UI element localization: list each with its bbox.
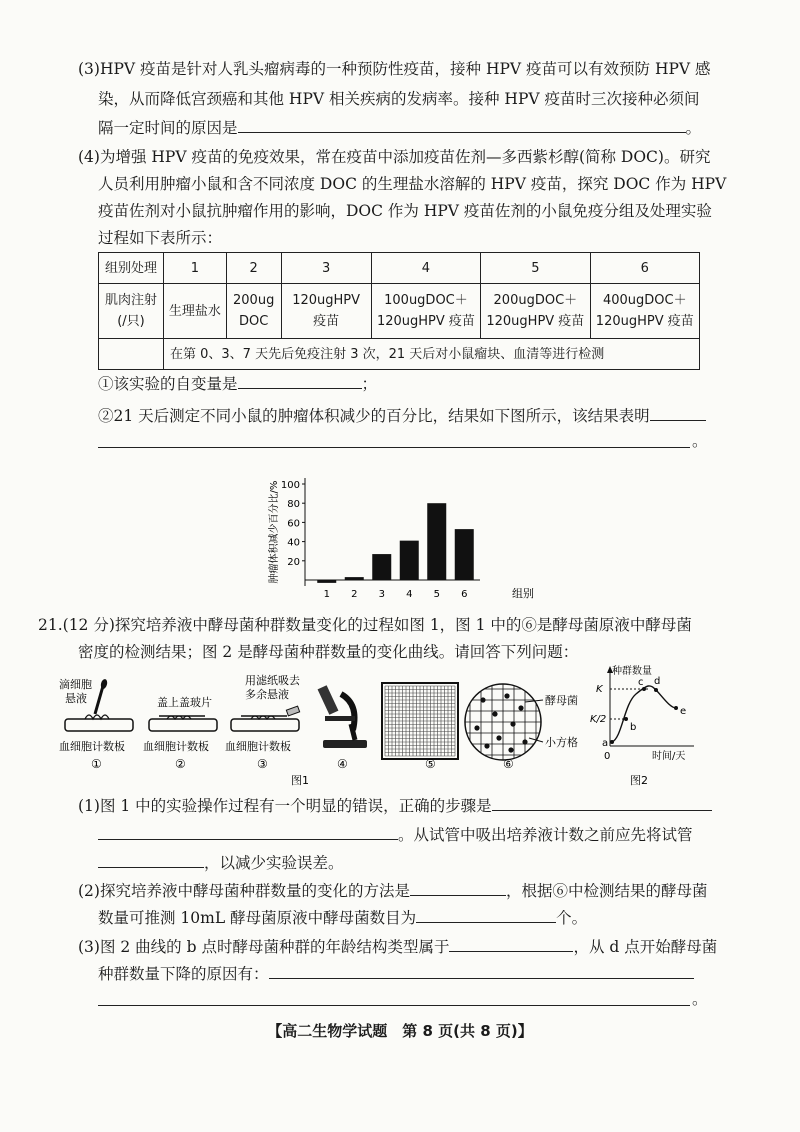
table-note: 在第 0、3、7 天先后免疫注射 3 次，21 天后对小鼠瘤块、血清等进行检测: [164, 339, 700, 370]
table-header-cell: 6: [590, 253, 699, 284]
yeast-label: 酵母菌: [545, 694, 578, 707]
table-cell: 生理盐水: [164, 284, 227, 339]
q3-line2: 染，从而降低宫颈癌和其他 HPV 相关疾病的发病率。接种 HPV 疫苗时三次接种必须间: [98, 90, 700, 108]
table-cell: 120ugHPV 疫苗: [281, 284, 371, 339]
counting-board-1-icon: [65, 715, 133, 731]
q21-p3-line1: [78, 935, 717, 958]
x-tick-label: 3: [378, 589, 385, 600]
q21-p2-line1: [78, 879, 707, 902]
q3-answer-blank[interactable]: [238, 116, 686, 133]
table-cell: 100ugDOC＋ 120ugHPV 疫苗: [371, 284, 480, 339]
figure1-caption: 图1: [291, 774, 309, 787]
q21-p1-blank-b[interactable]: [98, 823, 398, 840]
counting-grid-icon: [382, 683, 458, 759]
x-tick-label: 6: [461, 589, 468, 600]
figure2-curve: [590, 664, 700, 789]
board1-label: 血细胞计数板: [59, 740, 125, 753]
step2-label: 盖上盖玻片: [157, 696, 212, 709]
point-d: d: [654, 676, 661, 687]
table-cell: 200ugDOC＋ 120ugHPV 疫苗: [481, 284, 590, 339]
point-c: c: [638, 677, 644, 688]
q3-line3: [98, 116, 701, 139]
page-footer: 【高二生物学试题 第 8 页(共 8 页)】: [267, 1022, 533, 1040]
q21-p3-blank-c[interactable]: [98, 1004, 690, 1006]
q21-p3-end: 。: [692, 990, 708, 1008]
x-tick-label: 5: [433, 589, 440, 600]
q21-p3-text1: (3)图 2 曲线的 b 点时酵母菌种群的年龄结构类型属于: [78, 938, 450, 956]
q21-p1-line1: [78, 794, 712, 817]
step-label-6: ⑥: [503, 757, 514, 771]
table-row-label: 肌肉注射(/只): [99, 284, 164, 339]
q21-p2-text2: ，根据⑥中检测结果的酵母菌: [505, 882, 708, 900]
q21-p1-text1: (1)图 1 中的实验操作过程有一个明显的错误，正确的步骤是: [78, 797, 492, 815]
step1-label2: 悬液: [65, 692, 87, 705]
y-tick-label: 60: [287, 518, 300, 530]
fig2-K2: K/2: [590, 714, 607, 725]
counting-board-2-icon: [149, 716, 217, 731]
fig2-ylabel: 种群数量: [612, 666, 652, 677]
step3-label2: 多余悬液: [245, 688, 289, 701]
q4-sub2-text: ②21 天后测定不同小鼠的肿瘤体积减少的百分比，结果如下图所示，该结果表明: [98, 407, 650, 425]
point-b: b: [630, 722, 637, 733]
figure2-caption: 图2: [630, 774, 648, 787]
y-tick-label: 100: [280, 480, 300, 491]
step3-label: 用滤纸吸去: [245, 674, 300, 687]
x-tick-label: 2: [351, 589, 358, 600]
q21-p2-line2: [98, 906, 587, 929]
table-header-cell: 4: [371, 253, 480, 284]
q21-p1-text2: 。从试管中吸出培养液计数之前应先将试管: [398, 826, 693, 844]
q21-line1: 21.(12 分)探究培养液中酵母菌种群数量变化的过程如图 1，图 1 中的⑥是酵母菌原液中酵母菌: [38, 616, 692, 634]
fig2-K: K: [596, 684, 603, 695]
board2-label: 血细胞计数板: [143, 740, 209, 753]
q21-p2-text3: 数量可推测 10mL 酵母菌原液中酵母菌数目为: [98, 909, 417, 927]
q4-sub2: [98, 404, 706, 427]
figure1: [55, 664, 595, 789]
y-axis-label: 肿瘤体积减少百分比/%: [269, 480, 280, 584]
experiment-table: [98, 252, 700, 370]
step-label-2: ②: [175, 757, 186, 771]
table-cell: 200ug DOC: [226, 284, 281, 339]
step-label-4: ④: [337, 757, 348, 771]
dropper-icon: [95, 678, 108, 714]
table-cell: 400ugDOC＋ 120ugHPV 疫苗: [590, 284, 699, 339]
q4-sub2-blank-b[interactable]: [98, 446, 690, 448]
fig2-xlabel: 时间/天: [652, 751, 686, 762]
step1-label: 滴细胞: [59, 678, 92, 691]
step-label-1: ①: [91, 757, 102, 771]
table-header-cell: 2: [226, 253, 281, 284]
y-tick-label: 80: [287, 499, 300, 511]
point-e: e: [680, 706, 687, 717]
q21-p2-blank-a[interactable]: [410, 879, 506, 896]
q3-line1: (3)HPV 疫苗是针对人乳头瘤病毒的一种预防性疫苗，接种 HPV 疫苗可以有效预防 HPV 感: [78, 60, 711, 78]
bar-group-2: [345, 577, 364, 580]
q21-p2-text1: (2)探究培养液中酵母菌种群数量的变化的方法是: [78, 882, 410, 900]
q21-p3-text2: ，从 d 点开始酵母菌: [573, 938, 718, 956]
bar-group-6: [455, 529, 474, 580]
q21-p1-blank-a[interactable]: [492, 794, 712, 811]
bar-group-3: [372, 554, 391, 580]
point-a: a: [602, 738, 609, 749]
bar-group-1: [317, 580, 336, 583]
table-header-cell: 3: [281, 253, 371, 284]
step-label-3: ③: [257, 757, 268, 771]
fig2-origin: 0: [604, 751, 611, 762]
bar-group-5: [427, 503, 446, 580]
q3-end: 。: [685, 119, 702, 137]
y-tick-label: 40: [287, 537, 300, 549]
x-tick-label: 4: [406, 589, 413, 600]
q4-sub1: [98, 372, 377, 395]
q21-p2-blank-b[interactable]: [416, 906, 556, 923]
microscope-icon: [318, 685, 367, 748]
counting-board-3-icon: [231, 706, 300, 731]
q4-line3: 疫苗佐剂对小鼠抗肿瘤作用的影响，DOC 作为 HPV 疫苗佐剂的小鼠免疫分组及处理实验: [98, 202, 712, 220]
grid-label: 小方格: [545, 736, 578, 749]
q21-p1-blank-c[interactable]: [98, 851, 204, 868]
q21-p3-blank-b[interactable]: [269, 962, 694, 979]
growth-curve: [612, 686, 676, 742]
y-tick-label: 20: [287, 556, 300, 568]
q4-sub1-blank[interactable]: [238, 372, 362, 389]
q21-p1-line2: [98, 823, 693, 846]
microscope-view-icon: [465, 684, 543, 760]
q21-p3-line2: [98, 962, 694, 985]
q4-sub2-blank-a[interactable]: [650, 404, 706, 421]
q21-p2-text4: 个。: [556, 909, 588, 927]
q4-sub1-text: ①该实验的自变量是: [98, 375, 238, 393]
q4-line1: (4)为增强 HPV 疫苗的免疫效果，常在疫苗中添加疫苗佐剂—多西紫杉醇(简称 DOC)。研究: [78, 148, 711, 166]
q3-line3-text: 隔一定时间的原因是: [98, 119, 238, 137]
q21-p1-text3: ，以减少实验误差。: [204, 854, 344, 872]
table-header-cell: 1: [164, 253, 227, 284]
x-tick-label: 1: [323, 589, 330, 600]
q21-p1-line3: [98, 851, 344, 874]
q4-sub1-end: ；: [361, 375, 378, 393]
q21-p3-blank-a[interactable]: [449, 935, 573, 952]
q21-line2: 密度的检测结果；图 2 是酵母菌种群数量的变化曲线。请回答下列问题：: [78, 643, 579, 661]
q21-p3-text3: 种群数量下降的原因有：: [98, 965, 269, 983]
bar-group-4: [400, 541, 419, 580]
tumor-bar-chart: [255, 462, 575, 607]
table-blank-cell: [99, 339, 164, 370]
x-axis-label: 组别: [512, 587, 534, 600]
table-header-cell: 组别处理: [99, 253, 164, 284]
step-label-5: ⑤: [425, 757, 436, 771]
table-header-cell: 5: [481, 253, 590, 284]
q4-sub2-end: 。: [692, 432, 708, 450]
board3-label: 血细胞计数板: [225, 740, 291, 753]
q4-line2: 人员利用肿瘤小鼠和含不同浓度 DOC 的生理盐水溶解的 HPV 疫苗，探究 DOC 作为 HPV: [98, 175, 727, 193]
q4-line4: 过程如下表所示：: [98, 229, 223, 247]
